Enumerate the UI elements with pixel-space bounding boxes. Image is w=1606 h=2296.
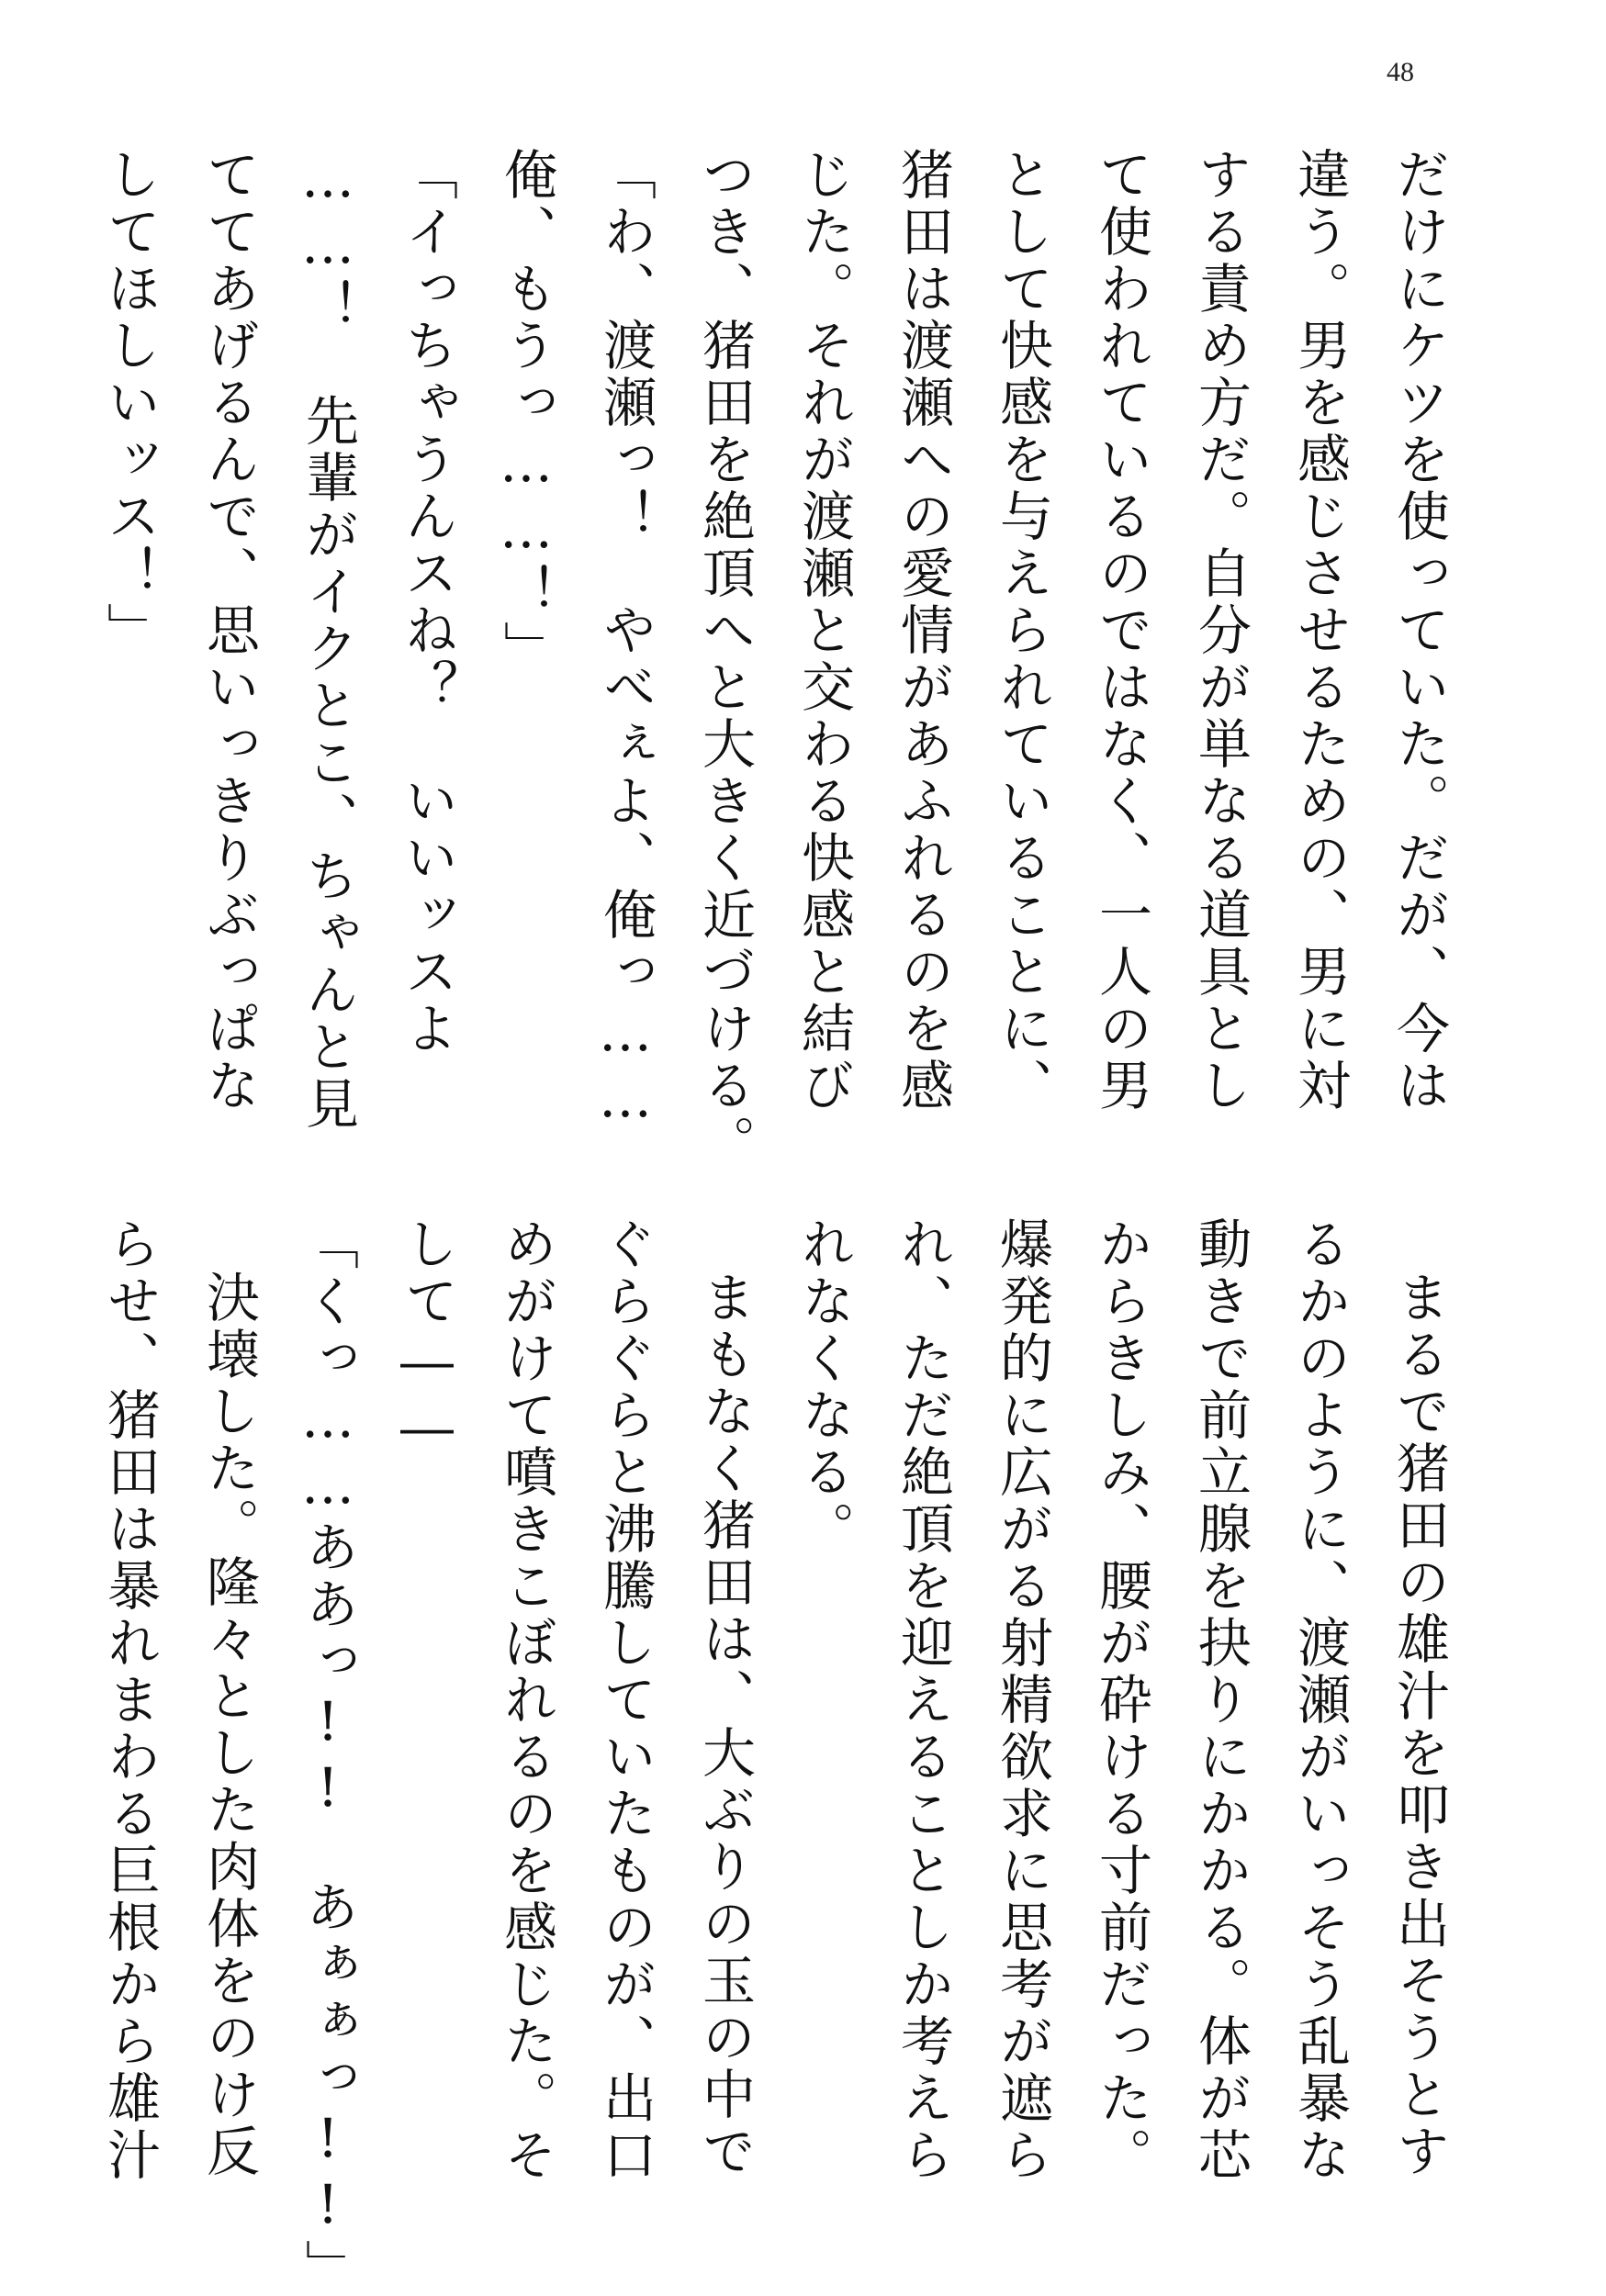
text-column: する責め方だ。自分が単なる道具とし [1189,147,1252,1114]
text-column: として快感を与えられていることに、 [991,147,1053,1114]
text-column: めがけて噴きこぼれるのを感じた。そ [495,1216,557,2184]
dialogue-column: 俺、もうっ……！」 [495,147,557,678]
text-column: まもなく猪田は、大ぶりの玉の中で [693,1270,756,2180]
text-column: からきしみ、腰が砕ける寸前だった。 [1090,1216,1152,2184]
text-column: 爆発的に広がる射精欲求に思考が遮ら [991,1216,1053,2184]
text-column: じた。それが渡瀬と交わる快感と結び [792,147,855,1114]
text-column: 動きで前立腺を抉りにかかる。体が芯 [1189,1216,1252,2184]
dialogue-column: 「わ、渡瀬っ！ やべぇよ、俺っ…… [594,147,657,1133]
text-column: まるで猪田の雄汁を叩き出そうとす [1387,1270,1450,2180]
page-number: 48 [1387,57,1414,87]
dialogue-column: ててあげるんで、思いっきりぶっぱな [197,147,260,1114]
text-column: て使われているのではなく、一人の男 [1090,147,1152,1114]
text-column: れなくなる。 [792,1216,855,1558]
text-column: 違う。男を感じさせるための、男に対 [1288,147,1351,1114]
dialogue-column: 「イっちゃうんスね？ いいッスよ [396,147,458,1058]
text-column: だけにケツを使っていた。だが、今は [1387,147,1450,1114]
upper-text-block [80,147,1468,1171]
lower-text-block [80,1216,1468,2296]
dialogue-column: ……！ 先輩がイクとこ、ちゃんと見 [297,147,359,1133]
text-column: つき、猪田を絶頂へと大きく近づける。 [693,147,756,1171]
text-column: るかのように、渡瀬がいっそう乱暴な [1288,1216,1351,2184]
text-column: れ、ただ絶頂を迎えることしか考えら [892,1216,954,2184]
dialogue-column: してほしいッス！」 [98,147,161,659]
dialogue-column: 「くっ……ああっ!! あぁぁっ!!」 [297,1216,359,2296]
text-column: して―― [396,1216,458,1462]
text-column: 決壊した。隆々とした肉体をのけ反 [197,1270,260,2180]
text-column: 猪田は渡瀬への愛情があふれるのを感 [892,147,954,1114]
text-column: ぐらぐらと沸騰していたものが、出口 [594,1216,657,2184]
text-column: らせ、猪田は暴れまわる巨根から雄汁 [98,1216,161,2184]
